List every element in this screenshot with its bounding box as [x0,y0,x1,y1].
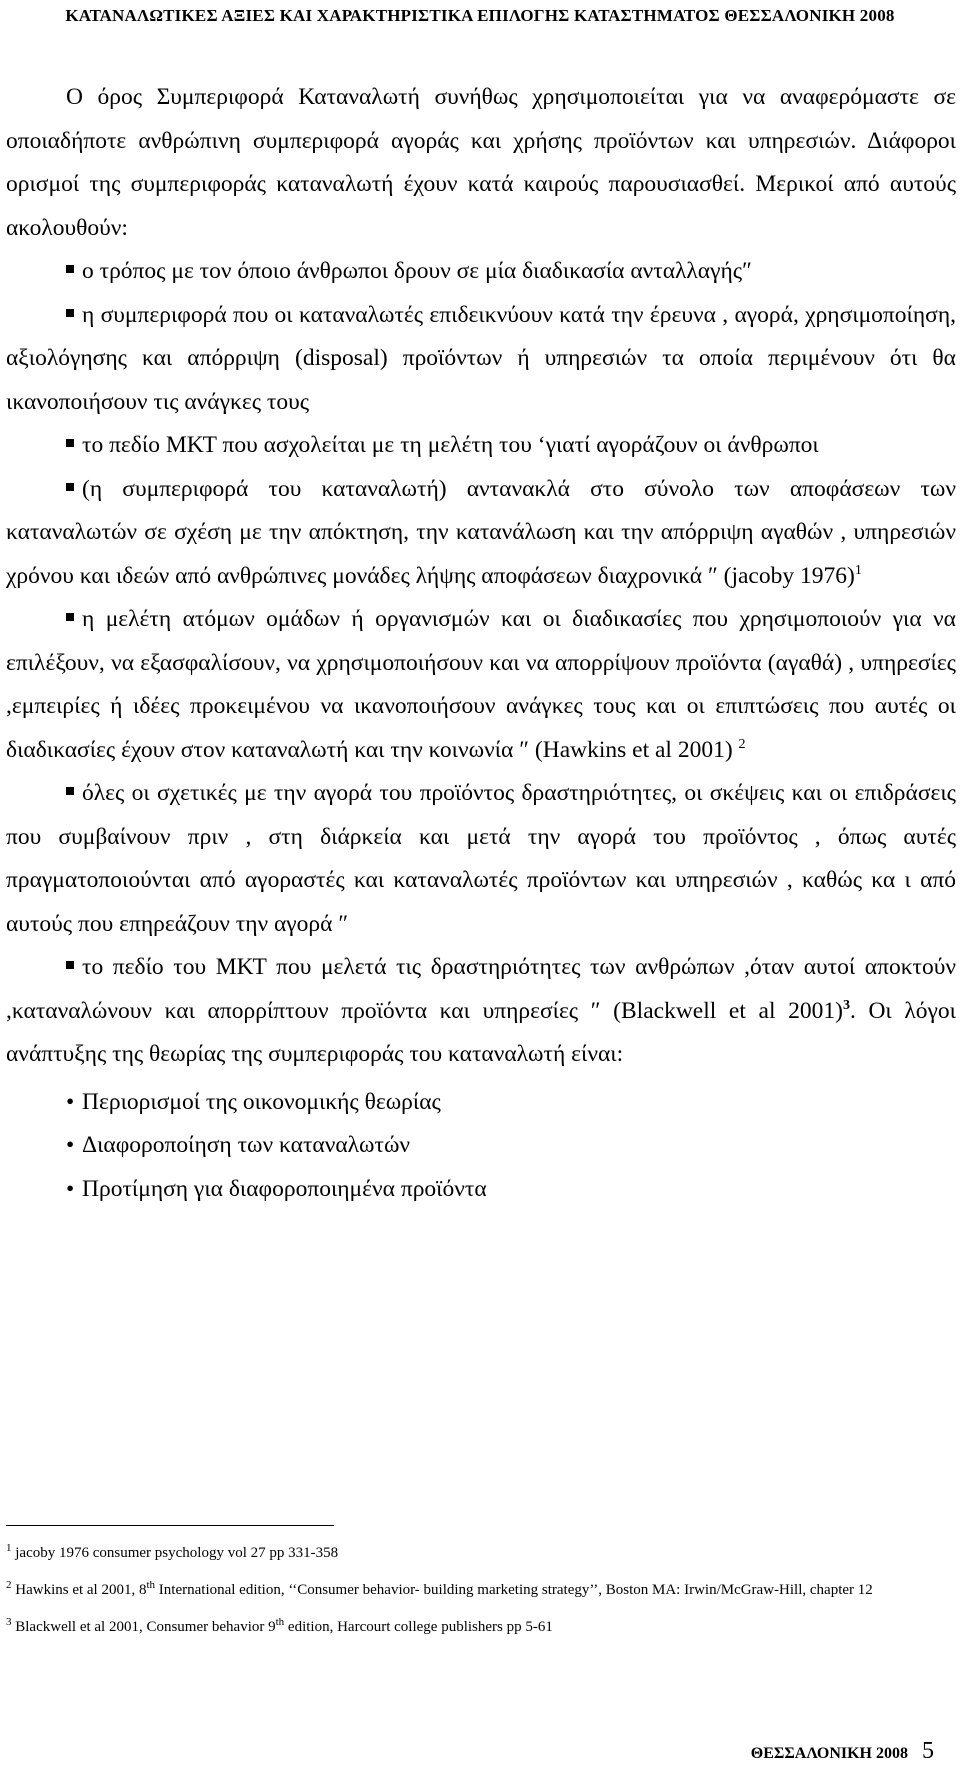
body-text [6,76,956,1211]
bullet-dot-icon: • [66,1088,75,1115]
running-header: ΚΑΤΑΝΑΛΩΤΙΚΕΣ ΑΞΙΕΣ ΚΑΙ ΧΑΡΑΚΤΗΡΙΣΤΙΚΑ ΕΠΙΛΟΓΗΣ ΚΑΤΑΣΤΗΜΑΤΟΣ ΘΕΣΣΑΛΟΝΙΚΗ 2008 [65,6,895,25]
definition-item [6,598,956,772]
square-bullet-icon [66,309,74,317]
square-bullet-icon [66,961,74,969]
definition-text: η μελέτη ατόμων ομάδων ή οργανισμών και οι διαδικασίες που χρησιμοποιούν για να επιλέξουν, να εξασφαλίσουν, να χρησιμοποιήσουν και να απορρίψουν προϊόντα (αγαθά) , υπηρεσίες ,εμπειρίες ή ιδέες προκειμένου να ικανοποιήσουν ανάγκες τους και οι επιπτώσεις που αυτές οι διαδικασίες έχουν στον καταναλωτή και την κοινωνία ″ (Hawkins et al 2001) [6,606,956,763]
definition-item [6,424,956,468]
square-bullet-icon [66,787,74,795]
definition-item [6,250,956,294]
footnotes [6,1538,956,1649]
footnote: $^1$ jacoby 1976 consumer psychology vol 27 pp 331-358 [6,1542,339,1561]
bullet-dot-icon: • [66,1175,75,1202]
footnote: $^2$ Hawkins et al 2001, 8th International edition, ‘‘Consumer behavior- building marketing strategy’’, Boston MA: Irwin/McGraw-Hill, chapter 12 [6,1579,873,1598]
list-item: • Προτίμηση για διαφοροποιημένα προϊόντα [66,1168,956,1212]
footer-city: ΘΕΣΣΑΛΟΝΙΚΗ 2008 [750,1745,908,1762]
page-number: 5 [922,1738,934,1764]
definition-tail: . Οι λόγοι ανάπτυξης της θεωρίας της συμπεριφοράς του καταναλωτή είναι: [6,997,956,1067]
definition-text: (η συμπεριφορά του καταναλωτή) αντανακλά στο σύνολο των αποφάσεων των καταναλωτών σε σχέση με την απόκτηση, την κατανάλωση και την απόρριψη αγαθών , υπηρεσιών χρόνου και ιδεών από ανθρώπινες μονάδες λήψης αποφάσεων διαχρονικά ″ (jacoby 1976) [6,475,956,589]
reasons-list [6,1081,956,1212]
definition-item [6,772,956,946]
definition-item [6,468,956,599]
footnote: $^3$ Blackwell et al 2001, Consumer behavior 9th edition, Harcourt college publishers pp 5-61 [6,1616,553,1635]
square-bullet-icon [66,439,74,447]
definition-text: όλες οι σχετικές με την αγορά του προϊόντος δραστηριότητες, οι σκέψεις και οι επιδράσεις που συμβαίνουν πριν , στη διάρκεία και μετά την αγορά του προϊόντος , όπως αυτές πραγματοποιούνται από αγοραστές και καταναλωτές προϊόντων και υπηρεσιών , καθώς κα ι από αυτούς που επηρεάζουν την αγορά ″ [6,780,956,937]
square-bullet-icon [66,483,74,491]
page-footer [751,1738,934,1765]
square-bullet-icon [66,265,74,273]
list-item: • Διαφοροποίηση των καταναλωτών [66,1124,956,1168]
definition-text: ο τρόπος με τον όποιο άνθρωποι δρουν σε μία διαδικασία ανταλλαγής″ [82,258,752,284]
footnote-ref[interactable]: 2 [738,736,746,752]
bullet-dot-icon: • [66,1132,75,1158]
footnote-ref[interactable]: 1 [854,562,862,578]
definition-item [6,946,956,1077]
square-bullet-icon [66,613,74,621]
footnote-separator [6,1525,334,1526]
list-item: • Περιορισμοί της οικονομικής θεωρίας [66,1081,956,1125]
definition-text: το πεδίο ΜΚΤ που ασχολείται με τη μελέτη του ‘γιατί αγοράζουν οι άνθρωποι [82,432,819,458]
definition-text: η συμπεριφορά που οι καταναλωτές επιδεικνύουν κατά την έρευνα , αγορά, χρησιμοποίηση, αξιολόγησης και απόρριψη (disposal) προϊόντων ή υπηρεσιών τα οποία περιμένουν ότι θα ικανοποιήσουν τις ανάγκες τους [6,301,956,415]
definition-text: το πεδίο του ΜΚΤ που μελετά τις δραστηριότητες των ανθρώπων ,όταν αυτοί αποκτούν ,καταναλώνουν και απορρίπτουν προϊόντα και υπηρεσίες ″ (Blackwell et al 2001) [6,954,956,1024]
footnote-ref[interactable]: 3 [842,997,850,1013]
intro-paragraph: Ο όρος Συμπεριφορά Καταναλωτή συνήθως χρησιμοποιείται για να αναφερόμαστε σε οποιαδήποτε ανθρώπινη συμπεριφορά αγοράς και χρήσης προϊόντων και υπηρεσιών. Διάφοροι ορισμοί της συμπεριφοράς καταναλωτή έχουν κατά καιρούς παρουσιασθεί. Μερικοί από αυτούς ακολουθούν: [6,84,956,241]
definition-item [6,294,956,425]
